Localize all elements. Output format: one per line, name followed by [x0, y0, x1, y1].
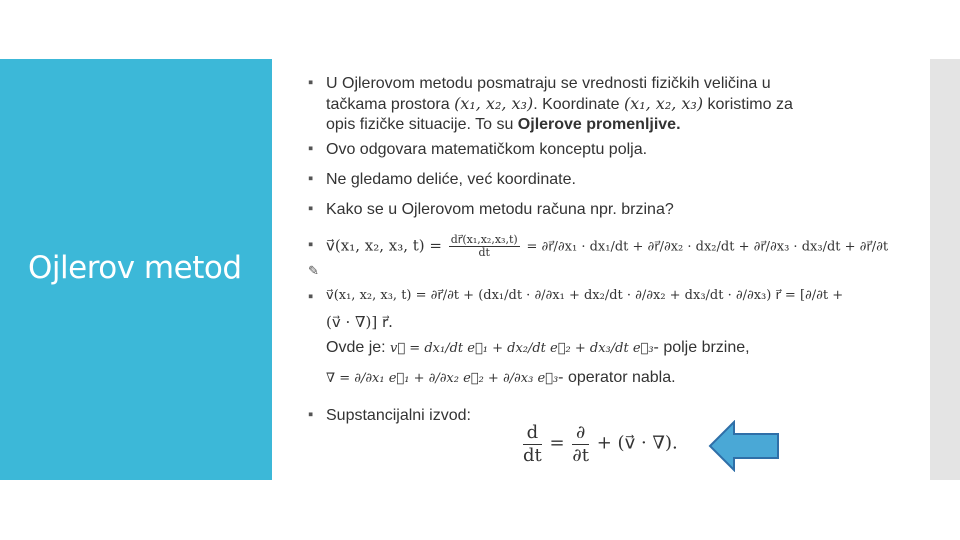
bullet-text-2: Ovo odgovara matematičkom konceptu polja. — [326, 141, 648, 158]
derivative-continuation: (v⃗ · ∇)] r⃗. — [326, 313, 393, 331]
bullet-marker: ▪ — [308, 140, 314, 157]
bullet-marker: ▪ — [308, 288, 314, 305]
bullet-text-3: Ne gledamo deliće, već koordinate. — [326, 171, 576, 188]
substantial-derivative-equation: $\frac{d}{dt}$ = ∂ ∂t + (v⃗ · ∇). — [523, 422, 678, 466]
slide-content — [300, 70, 889, 480]
bullet-1-line-3: opis fizičke situacije. To su Ojlerove promenljive. — [326, 116, 681, 133]
nabla-line: ∇ = ∂/∂x₁ e⃗₁ + ∂/∂x₂ e⃗₂ + ∂/∂x₃ e⃗₃- operator nabla. — [326, 369, 676, 386]
velocity-field-line: Ovde je: v⃗ = dx₁/dt e⃗₁ + dx₂/dt e⃗₂ + dx₃/dt e⃗₃- polje brzine, — [326, 339, 750, 356]
bullet-marker: ▪ — [308, 406, 314, 423]
bullet-text-4: Kako se u Ojlerovom metodu računa npr. brzina? — [326, 201, 674, 218]
bullet-text-1 — [326, 74, 856, 135]
velocity-equation: v⃗(x₁, x₂, x₃, t) = $\frac{\text{dr⃗(x₁,x₂,x₃,t)}}{dt}$ = ∂r⃗/∂x₁ · dx₁/dt + ∂r⃗/∂x₂ · dx₂/dt + ∂r⃗/∂x₃ · dx₃/dt + ∂r⃗/∂t — [326, 233, 889, 259]
substantial-derivative-label: Supstancijalni izvod: — [326, 407, 471, 424]
pencil-icon: ✎ — [308, 263, 319, 278]
scrollbar-track[interactable] — [930, 59, 960, 480]
derivative-equation: v⃗(x₁, x₂, x₃, t) = ∂r⃗/∂t + (dx₁/dt · ∂/∂x₁ + dx₂/dt · ∂/∂x₂ + dx₃/dt · ∂/∂x₃) r⃗ = [∂/∂t + — [326, 288, 844, 303]
bullet-marker: ▪ — [308, 74, 314, 91]
back-arrow-icon[interactable] — [708, 420, 780, 472]
slide-title: Ojlerov metod — [28, 250, 242, 286]
bullet-1-line-2: tačkama prostora (x₁, x₂, x₃). Koordinate (x₁, x₂, x₃) koristimo za — [326, 94, 793, 113]
bullet-marker: ▪ — [308, 236, 314, 253]
bullet-marker: ▪ — [308, 170, 314, 187]
bullet-1-line-1: U Ojlerovom metodu posmatraju se vrednosti fizičkih veličina u — [326, 75, 771, 92]
bullet-marker: ▪ — [308, 200, 314, 217]
